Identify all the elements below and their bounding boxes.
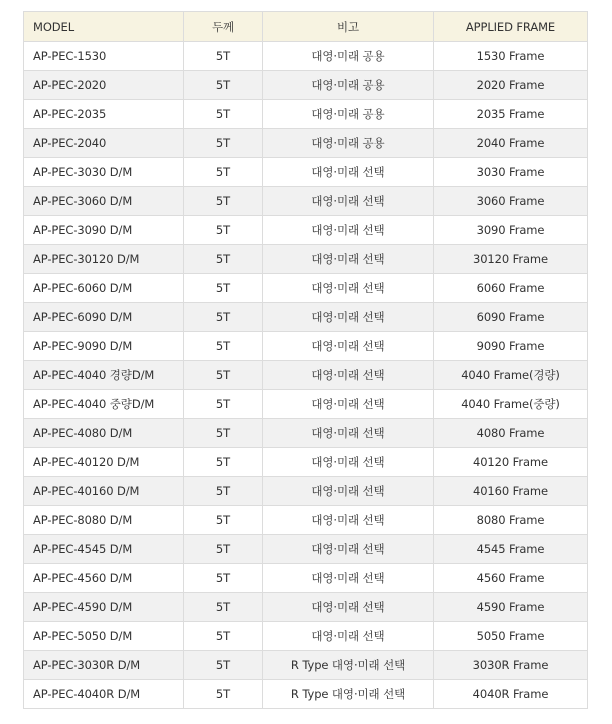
table-row xyxy=(24,361,588,390)
header-model: MODEL xyxy=(24,12,184,42)
cell-model: AP-PEC-6090 D/M xyxy=(24,303,184,332)
cell-applied-frame: 3090 Frame xyxy=(434,216,588,245)
table-row xyxy=(24,216,588,245)
cell-note: 대영·미래 선택 xyxy=(263,245,434,274)
cell-note: 대영·미래 선택 xyxy=(263,448,434,477)
cell-applied-frame: 4040R Frame xyxy=(434,680,588,709)
cell-note: R Type 대영·미래 선택 xyxy=(263,651,434,680)
cell-thickness: 5T xyxy=(184,158,263,187)
header-thickness: 두께 xyxy=(184,12,263,42)
cell-applied-frame: 9090 Frame xyxy=(434,332,588,361)
cell-model: AP-PEC-4080 D/M xyxy=(24,419,184,448)
cell-applied-frame: 40160 Frame xyxy=(434,477,588,506)
table-header xyxy=(24,12,588,42)
cell-thickness: 5T xyxy=(184,274,263,303)
cell-model: AP-PEC-1530 xyxy=(24,42,184,71)
table-row xyxy=(24,274,588,303)
cell-applied-frame: 6090 Frame xyxy=(434,303,588,332)
cell-note: R Type 대영·미래 선택 xyxy=(263,680,434,709)
table-row xyxy=(24,187,588,216)
table-row xyxy=(24,42,588,71)
cell-model: AP-PEC-2035 xyxy=(24,100,184,129)
cell-applied-frame: 3030R Frame xyxy=(434,651,588,680)
cell-thickness: 5T xyxy=(184,390,263,419)
cell-thickness: 5T xyxy=(184,71,263,100)
cell-applied-frame: 40120 Frame xyxy=(434,448,588,477)
cell-model: AP-PEC-4560 D/M xyxy=(24,564,184,593)
table-row xyxy=(24,129,588,158)
cell-note: 대영·미래 선택 xyxy=(263,477,434,506)
header-applied-frame: APPLIED FRAME xyxy=(434,12,588,42)
table-row xyxy=(24,651,588,680)
cell-model: AP-PEC-4545 D/M xyxy=(24,535,184,564)
table-row xyxy=(24,245,588,274)
table-row xyxy=(24,419,588,448)
cell-note: 대영·미래 선택 xyxy=(263,303,434,332)
product-spec-table xyxy=(23,11,588,709)
cell-applied-frame: 2040 Frame xyxy=(434,129,588,158)
cell-model: AP-PEC-40120 D/M xyxy=(24,448,184,477)
cell-thickness: 5T xyxy=(184,651,263,680)
cell-applied-frame: 4040 Frame(경량) xyxy=(434,361,588,390)
cell-thickness: 5T xyxy=(184,42,263,71)
cell-note: 대영·미래 선택 xyxy=(263,274,434,303)
cell-applied-frame: 1530 Frame xyxy=(434,42,588,71)
cell-model: AP-PEC-3060 D/M xyxy=(24,187,184,216)
cell-note: 대영·미래 선택 xyxy=(263,593,434,622)
table-row xyxy=(24,535,588,564)
cell-applied-frame: 3030 Frame xyxy=(434,158,588,187)
cell-model: AP-PEC-6060 D/M xyxy=(24,274,184,303)
cell-applied-frame: 4040 Frame(중량) xyxy=(434,390,588,419)
cell-model: AP-PEC-4040 중량D/M xyxy=(24,390,184,419)
table-row xyxy=(24,622,588,651)
cell-note: 대영·미래 공용 xyxy=(263,129,434,158)
cell-note: 대영·미래 선택 xyxy=(263,535,434,564)
cell-note: 대영·미래 선택 xyxy=(263,361,434,390)
cell-thickness: 5T xyxy=(184,361,263,390)
table-row xyxy=(24,593,588,622)
cell-note: 대영·미래 공용 xyxy=(263,71,434,100)
cell-thickness: 5T xyxy=(184,593,263,622)
cell-thickness: 5T xyxy=(184,129,263,158)
cell-thickness: 5T xyxy=(184,303,263,332)
cell-note: 대영·미래 선택 xyxy=(263,419,434,448)
cell-thickness: 5T xyxy=(184,332,263,361)
cell-note: 대영·미래 선택 xyxy=(263,158,434,187)
cell-thickness: 5T xyxy=(184,100,263,129)
table-row xyxy=(24,390,588,419)
cell-thickness: 5T xyxy=(184,419,263,448)
cell-thickness: 5T xyxy=(184,564,263,593)
cell-thickness: 5T xyxy=(184,187,263,216)
cell-model: AP-PEC-30120 D/M xyxy=(24,245,184,274)
table-row xyxy=(24,448,588,477)
cell-applied-frame: 8080 Frame xyxy=(434,506,588,535)
cell-applied-frame: 2020 Frame xyxy=(434,71,588,100)
cell-thickness: 5T xyxy=(184,448,263,477)
cell-model: AP-PEC-9090 D/M xyxy=(24,332,184,361)
cell-note: 대영·미래 선택 xyxy=(263,332,434,361)
table-row xyxy=(24,680,588,709)
cell-applied-frame: 3060 Frame xyxy=(434,187,588,216)
table-row xyxy=(24,332,588,361)
table-row xyxy=(24,303,588,332)
cell-applied-frame: 4590 Frame xyxy=(434,593,588,622)
cell-thickness: 5T xyxy=(184,506,263,535)
cell-note: 대영·미래 공용 xyxy=(263,100,434,129)
cell-thickness: 5T xyxy=(184,477,263,506)
header-note: 비고 xyxy=(263,12,434,42)
cell-thickness: 5T xyxy=(184,245,263,274)
cell-applied-frame: 5050 Frame xyxy=(434,622,588,651)
product-spec-table-container xyxy=(23,11,587,709)
cell-applied-frame: 30120 Frame xyxy=(434,245,588,274)
cell-note: 대영·미래 선택 xyxy=(263,564,434,593)
cell-model: AP-PEC-3090 D/M xyxy=(24,216,184,245)
table-row xyxy=(24,158,588,187)
cell-applied-frame: 4545 Frame xyxy=(434,535,588,564)
table-row xyxy=(24,564,588,593)
cell-model: AP-PEC-5050 D/M xyxy=(24,622,184,651)
table-row xyxy=(24,477,588,506)
cell-note: 대영·미래 선택 xyxy=(263,390,434,419)
cell-note: 대영·미래 선택 xyxy=(263,506,434,535)
cell-applied-frame: 4080 Frame xyxy=(434,419,588,448)
cell-model: AP-PEC-8080 D/M xyxy=(24,506,184,535)
cell-applied-frame: 6060 Frame xyxy=(434,274,588,303)
cell-model: AP-PEC-2040 xyxy=(24,129,184,158)
table-row xyxy=(24,506,588,535)
table-row xyxy=(24,71,588,100)
table-row xyxy=(24,100,588,129)
cell-thickness: 5T xyxy=(184,535,263,564)
cell-applied-frame: 4560 Frame xyxy=(434,564,588,593)
cell-note: 대영·미래 공용 xyxy=(263,42,434,71)
cell-model: AP-PEC-2020 xyxy=(24,71,184,100)
cell-thickness: 5T xyxy=(184,216,263,245)
cell-note: 대영·미래 선택 xyxy=(263,216,434,245)
cell-model: AP-PEC-4590 D/M xyxy=(24,593,184,622)
cell-model: AP-PEC-3030R D/M xyxy=(24,651,184,680)
cell-model: AP-PEC-4040 경량D/M xyxy=(24,361,184,390)
cell-thickness: 5T xyxy=(184,622,263,651)
table-body xyxy=(24,42,588,709)
cell-model: AP-PEC-3030 D/M xyxy=(24,158,184,187)
header-row xyxy=(24,12,588,42)
cell-applied-frame: 2035 Frame xyxy=(434,100,588,129)
cell-model: AP-PEC-4040R D/M xyxy=(24,680,184,709)
cell-thickness: 5T xyxy=(184,680,263,709)
cell-model: AP-PEC-40160 D/M xyxy=(24,477,184,506)
cell-note: 대영·미래 선택 xyxy=(263,187,434,216)
cell-note: 대영·미래 선택 xyxy=(263,622,434,651)
